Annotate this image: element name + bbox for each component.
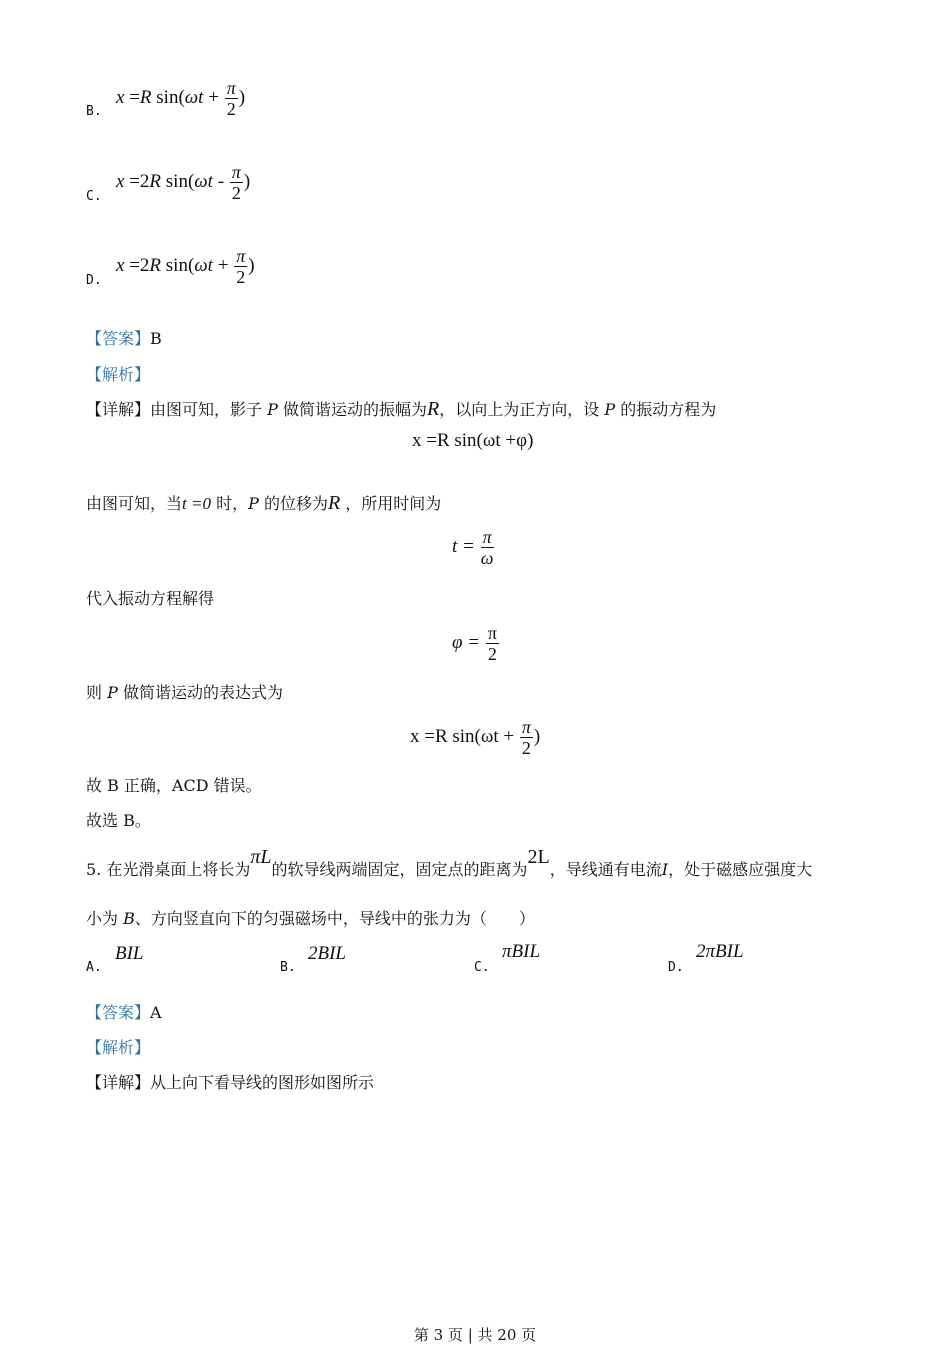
q4-line6: 故选 B。 <box>86 811 151 830</box>
option-b-formula: x =R sin(ωt + $\frac{\pi}{2}$ ) <box>116 78 246 119</box>
option-b-label: B. <box>86 104 102 119</box>
q5-option-b-label: B. <box>280 960 296 975</box>
q5-option-d-label: D. <box>668 960 684 975</box>
q5-answer-line: 【答案】A <box>86 1003 162 1022</box>
q4-analysis-tag: 【解析】 <box>86 365 151 384</box>
q4-eq2: t = $\frac{\pi}{\omega}$ <box>452 527 494 568</box>
q4-detail-line1: 【详解】由图可知，影子 P 做简谐运动的振幅为R，以向上为正方向，设 P 的振动方程为 <box>86 398 717 420</box>
q5-option-b-value: 2BIL <box>308 943 346 964</box>
q4-eq4: x =R sin(ωt + $\frac{\pi}{2}$ ) <box>410 717 541 758</box>
q4-line2: 由图可知，当t =0 时，P 的位移为R ，所用时间为 <box>86 492 442 514</box>
q4-line4: 则 P 做简谐运动的表达式为 <box>86 683 283 702</box>
q4-line3: 代入振动方程解得 <box>86 589 215 608</box>
q5-option-c-label: C. <box>474 960 490 975</box>
q5-option-a-label: A. <box>86 960 102 975</box>
q5-option-d-value: 2πBIL <box>696 941 744 962</box>
q4-answer: B <box>150 329 162 348</box>
q5-answer: A <box>150 1003 162 1022</box>
answer-tag: 【答案】 <box>86 329 151 348</box>
option-d-formula: x =2R sin(ωt + $\frac{\pi}{2}$ ) <box>116 246 255 287</box>
page-number: 第 3 页 | 共 20 页 <box>413 1326 537 1344</box>
q5-stem-line1: 5. 在光滑桌面上将长为πL的软导线两端固定，固定点的距离为2L，导线通有电流I，处于磁感应强度大 <box>86 846 813 879</box>
option-c-label: C. <box>86 189 102 204</box>
q5-option-c-value: πBIL <box>502 941 541 962</box>
option-c-formula: x =2R sin(ωt - $\frac{\pi}{2}$ ) <box>116 162 251 203</box>
q4-line5: 故 B 正确，ACD 错误。 <box>86 776 262 795</box>
q4-eq3: φ = $\frac{\pi}{2}$ <box>452 623 497 664</box>
option-d-label: D. <box>86 273 102 288</box>
q5-stem-line2: 小为 B、方向竖直向下的匀强磁场中，导线中的张力为（ ） <box>86 909 535 928</box>
q4-eq1: x =R sin(ωt +φ) <box>412 430 534 451</box>
q5-detail-line: 【详解】从上向下看导线的图形如图所示 <box>86 1073 375 1092</box>
q5-analysis-tag: 【解析】 <box>86 1038 151 1057</box>
q5-option-a-value: BIL <box>115 943 144 964</box>
q4-answer-line <box>86 328 162 350</box>
